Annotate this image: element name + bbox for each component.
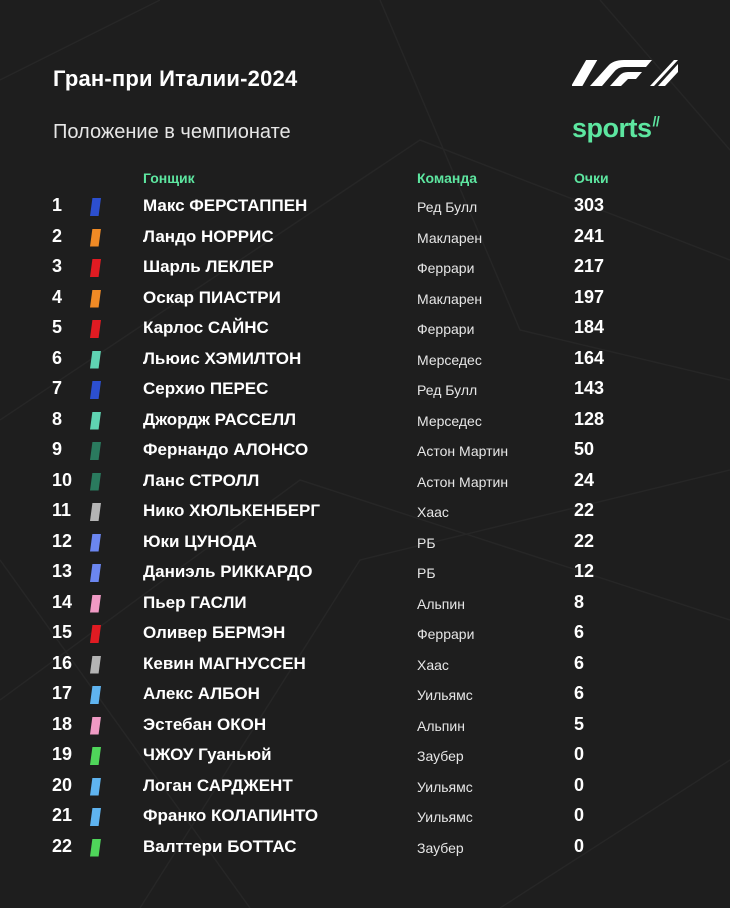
team-name: Макларен <box>417 229 483 246</box>
table-row <box>0 374 730 405</box>
team-color-marker <box>90 473 101 491</box>
team-color-marker <box>90 717 101 735</box>
driver-name: Оливер БЕРМЭН <box>143 623 286 642</box>
driver-name: Валттери БОТТАС <box>143 836 297 856</box>
team-name: Уильямс <box>417 778 473 795</box>
position: 4 <box>52 286 63 307</box>
driver-name: Джордж РАССЕЛЛ <box>143 409 297 429</box>
team-color-marker <box>90 412 101 430</box>
driver-name: Даниэль РИККАРДО <box>143 562 313 581</box>
position: 5 <box>52 317 63 337</box>
position: 22 <box>52 835 73 856</box>
team-color-marker <box>90 351 101 369</box>
team-name: Уильямс <box>417 687 473 703</box>
position: 2 <box>52 225 63 246</box>
driver-name: Кевин МАГНУССЕН <box>143 653 306 673</box>
table-row <box>0 191 730 222</box>
team-name: Феррари <box>417 626 475 642</box>
driver-name: Пьер ГАСЛИ <box>143 592 247 612</box>
table-row <box>0 283 730 314</box>
table-row <box>0 832 730 863</box>
page-subtitle: Положение в чемпионате <box>53 121 291 143</box>
table-row <box>0 252 730 283</box>
points-value: 0 <box>574 835 585 856</box>
column-header-team: Команда <box>417 170 477 186</box>
points-value: 0 <box>574 774 585 795</box>
points-value: 197 <box>574 286 605 307</box>
position: 6 <box>52 347 63 368</box>
points-value: 5 <box>574 713 585 734</box>
driver-name: Льюис ХЭМИЛТОН <box>143 348 302 368</box>
team-name: РБ <box>417 565 436 581</box>
position: 16 <box>52 652 73 673</box>
driver-name: Макс ФЕРСТАППЕН <box>143 196 308 215</box>
page-title: Гран-при Италии-2024 <box>53 66 298 91</box>
table-row <box>0 222 730 253</box>
team-name: Астон Мартин <box>417 473 509 490</box>
position: 7 <box>52 378 63 398</box>
position: 3 <box>52 256 63 276</box>
driver-name: ЧЖОУ Гуаньюй <box>143 745 272 764</box>
table-row <box>0 435 730 466</box>
position: 17 <box>52 683 73 703</box>
team-color-marker <box>90 229 101 247</box>
team-name: Мерседес <box>417 351 482 368</box>
team-name: Заубер <box>417 748 464 764</box>
team-color-marker <box>90 686 101 704</box>
driver-name: Ланс СТРОЛЛ <box>143 470 260 490</box>
table-row <box>0 679 730 710</box>
position: 20 <box>52 774 73 795</box>
team-name: Ред Булл <box>417 199 478 215</box>
team-name: Феррари <box>417 260 475 276</box>
table-row <box>0 740 730 771</box>
team-color-marker <box>90 534 101 552</box>
table-row <box>0 588 730 619</box>
team-color-marker <box>90 290 101 308</box>
team-color-marker <box>90 595 101 613</box>
team-name: Заубер <box>417 839 464 856</box>
team-color-marker <box>90 839 101 857</box>
team-color-marker <box>90 259 101 277</box>
column-header-points: Очки <box>574 170 609 186</box>
team-color-marker <box>90 625 101 643</box>
position: 18 <box>52 713 73 734</box>
position: 15 <box>52 622 73 642</box>
table-row <box>0 496 730 527</box>
driver-name: Фернандо АЛОНСО <box>143 440 309 459</box>
driver-name: Эстебан ОКОН <box>143 714 267 734</box>
table-row <box>0 771 730 802</box>
team-name: Альпин <box>417 717 465 734</box>
position: 8 <box>52 408 63 429</box>
team-color-marker <box>90 778 101 796</box>
team-color-marker <box>90 320 101 338</box>
table-row <box>0 557 730 588</box>
points-value: 22 <box>574 500 595 520</box>
team-name: Хаас <box>417 656 449 673</box>
points-value: 8 <box>574 591 585 612</box>
driver-name: Оскар ПИАСТРИ <box>143 287 281 307</box>
position: 1 <box>52 195 63 215</box>
points-value: 0 <box>574 744 585 764</box>
team-name: Феррари <box>417 321 475 337</box>
driver-name: Серхио ПЕРЕС <box>143 379 269 398</box>
team-color-marker <box>90 503 101 521</box>
team-color-marker <box>90 747 101 765</box>
table-row <box>0 801 730 832</box>
team-name: РБ <box>417 534 436 551</box>
sports-brand <box>572 113 658 144</box>
points-value: 6 <box>574 622 585 642</box>
table-row <box>0 618 730 649</box>
points-value: 128 <box>574 408 605 429</box>
points-value: 241 <box>574 225 605 246</box>
points-value: 217 <box>574 256 605 276</box>
points-value: 12 <box>574 561 595 581</box>
table-row <box>0 405 730 436</box>
sports-label: sports <box>572 113 652 143</box>
position: 12 <box>52 530 73 551</box>
points-value: 184 <box>574 317 605 337</box>
team-color-marker <box>90 381 101 399</box>
points-value: 24 <box>574 469 595 490</box>
points-value: 6 <box>574 683 585 703</box>
team-name: Астон Мартин <box>417 443 509 459</box>
position: 13 <box>52 561 73 581</box>
team-name: Мерседес <box>417 412 482 429</box>
position: 9 <box>52 439 63 459</box>
team-color-marker <box>90 198 101 216</box>
table-row <box>0 710 730 741</box>
driver-name: Ландо НОРРИС <box>143 226 274 246</box>
team-name: Хаас <box>417 504 449 520</box>
table-row <box>0 466 730 497</box>
points-value: 22 <box>574 530 595 551</box>
points-value: 164 <box>574 347 605 368</box>
driver-name: Карлос САЙНС <box>143 318 269 337</box>
driver-name: Логан САРДЖЕНТ <box>143 775 293 795</box>
position: 11 <box>52 500 72 520</box>
driver-name: Франко КОЛАПИНТО <box>143 806 319 825</box>
points-value: 6 <box>574 652 585 673</box>
team-name: Ред Булл <box>417 382 478 398</box>
team-color-marker <box>90 808 101 826</box>
team-color-marker <box>90 442 101 460</box>
table-row <box>0 527 730 558</box>
driver-name: Юки ЦУНОДА <box>143 531 257 551</box>
team-name: Макларен <box>417 290 483 307</box>
table-row <box>0 649 730 680</box>
driver-name: Алекс АЛБОН <box>143 684 260 703</box>
team-name: Альпин <box>417 595 465 612</box>
column-header-driver: Гонщик <box>143 170 195 186</box>
position: 10 <box>52 469 73 490</box>
standings-table <box>0 191 730 862</box>
team-color-marker <box>90 656 101 674</box>
position: 19 <box>52 744 73 764</box>
points-value: 50 <box>574 439 595 459</box>
position: 21 <box>52 805 73 825</box>
points-value: 0 <box>574 805 585 825</box>
driver-name: Шарль ЛЕКЛЕР <box>143 257 274 276</box>
team-name: Уильямс <box>417 809 473 825</box>
points-value: 303 <box>574 195 605 215</box>
team-color-marker <box>90 564 101 582</box>
position: 14 <box>52 591 73 612</box>
points-value: 143 <box>574 378 605 398</box>
table-row <box>0 344 730 375</box>
f1-logo-icon <box>572 58 680 88</box>
brand-accent-icon: // <box>652 113 660 129</box>
table-row <box>0 313 730 344</box>
driver-name: Нико ХЮЛЬКЕНБЕРГ <box>143 501 321 520</box>
